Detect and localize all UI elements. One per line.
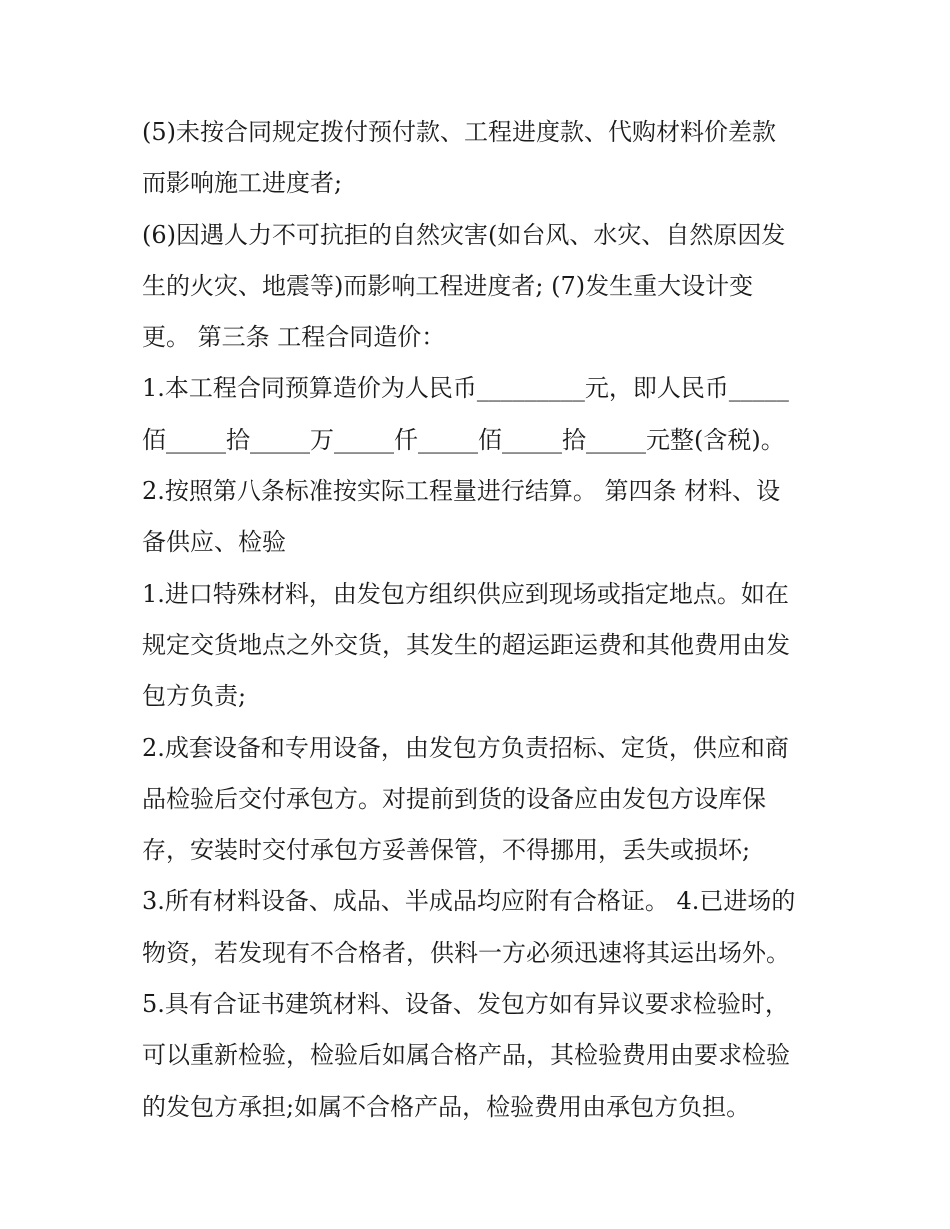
text-line: 更。 第三条 工程合同造价： [142,323,446,352]
text-line: 而影响施工进度者; [142,169,343,198]
text-line: 2.按照第八条标准按实际工程量进行结算。 第四条 材料、设 [142,477,781,506]
text-line: 的发包方承担;如属不合格产品，检验费用由承包方负担。 [142,1092,751,1121]
text-line: 3.所有材料设备、成品、半成品均应附有合格证。 4.已进场的 [142,887,796,916]
text-line: 佰_____拾_____万_____仟_____佰_____拾_____元整(含税)。 [142,425,785,454]
text-line: 品检验后交付承包方。对提前到货的设备应由发包方设库保 [142,784,766,813]
text-line: 备供应、检验 [142,528,286,557]
text-line: 1.进口特殊材料，由发包方组织供应到现场或指定地点。如在 [142,579,789,608]
text-line: (6)因遇人力不可抗拒的自然灾害(如台风、水灾、自然原因发 [142,220,786,249]
text-line: 规定交货地点之外交货，其发生的超运距运费和其他费用由发 [142,630,790,659]
text-line: 物资，若发现有不合格者，供料一方必须迅速将其运出场外。 [142,938,790,967]
text-line: (5)未按合同规定拨付预付款、工程进度款、代购材料价差款 [142,118,776,146]
text-line: 可以重新检验，检验后如属合格产品，其检验费用由要求检验 [142,1041,790,1070]
text-line: 生的火灾、地震等)而影响工程进度者; (7)发生重大设计变 [142,271,754,300]
text-line: 包方负责; [142,682,247,711]
text-line: 1.本工程合同预算造价为人民币_________元，即人民币_____ [142,374,789,403]
text-line: 存，安装时交付承包方妥善保管，不得挪用，丢失或损坏; [142,836,751,865]
text-line: 2.成套设备和专用设备，由发包方负责招标、定货，供应和商 [142,733,789,762]
contract-text [142,107,822,1133]
text-line: 5.具有合证书建筑材料、设备、发包方如有异议要求检验时， [142,990,789,1019]
